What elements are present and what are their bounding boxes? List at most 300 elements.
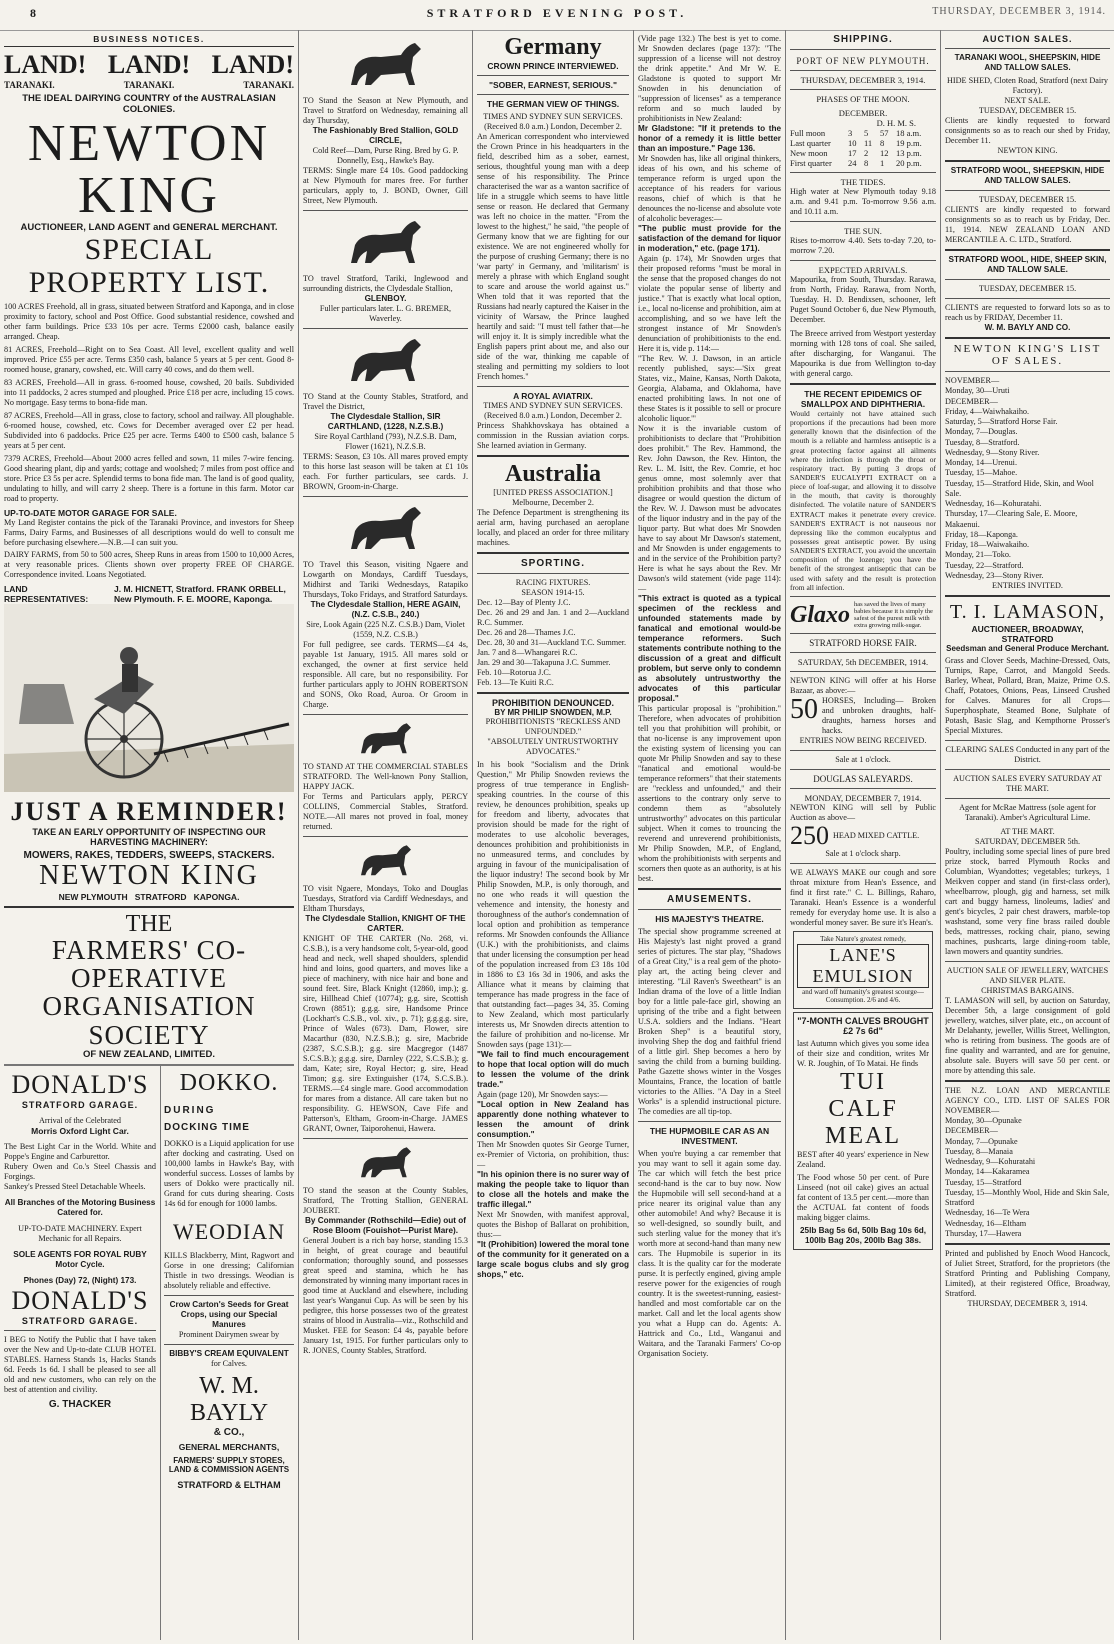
sale-item: Tuesday, 22—Stratford.	[945, 560, 1024, 570]
lanes-top: Take Nature's greatest remedy,	[820, 935, 906, 944]
special-property-list-heading: SPECIAL PROPERTY LIST.	[28, 233, 270, 299]
moon-row	[790, 148, 936, 158]
port-heading: PORT OF NEW PLYMOUTH.	[796, 56, 930, 66]
moon-cell: 3	[848, 128, 853, 138]
newton-king-signature: NEWTON KING.	[997, 146, 1058, 155]
land-banner	[4, 50, 294, 80]
seeds-text: Grass and Clover Seeds, Machine-Dressed, Oats, Turnips, Rape, Carrot, and Mangold Seeds. Barley, Wheat, Pollard, Bran, Maize, Prime O.S. Chaff, Potatoes, Onions, Peas, Linseed Crushed for Calves. Manures for all Crops—Superphosphate, Steamed Bone, Sulphate of Potash, Basic Slag, and Kempthorne Prosser's Special Mixtures.	[945, 656, 1110, 735]
auction-heading: AUCTION SALES.	[982, 34, 1073, 44]
property-listing: 100 ACRES Freehold, all in grass, situated between Stratford and Kaponga, and in close proximity to factory, school and Post Office. Good substantial residence, cowshed and other farm buildings. Price £33 10s per acre. Terms £2000 cash, balance easily arranged. Cheap.	[4, 302, 294, 341]
sober-heading: "SOBER, EARNEST, SERIOUS."	[488, 80, 618, 90]
horse-fair-date: SATURDAY, 5th DECEMBER, 1914.	[797, 657, 929, 668]
article-body: Princess Shahkhovskaya has obtained a commission in the Russian aviation corps. She learned aviation in Germany.	[477, 421, 629, 450]
fixture-item: Dec. 28, 30 and 31—Auckland T.C. Summer.	[477, 638, 627, 647]
poultry-list: Poultry, including some special lines of pure bred prize stock, barred Plymouth Rocks and Columbian, Wyandottes; vegetables; turkeys, 1 Meikven copper and stand (in first-class order), wheelbarrow, plough, gig and harness, set milk cart and buggy harness, linoleums, ladies' and gent's bicycles, 2 pair chest drawers, marble-top washstand, some very fine brass railed double beds, mattresses, rocking chair, piano, sewing machines, pushcarts, large dining-room table, lawn mowers and quantity sundries.	[945, 847, 1110, 956]
farmers-supply: FARMERS' SUPPLY STORES, LAND & COMMISSION AGENTS	[168, 1456, 290, 1474]
shipping-column	[790, 34, 936, 1636]
stallion-name: The Clydesdale Stallion, HERE AGAIN, (N.Z. C.S.B., 240.)	[310, 600, 461, 619]
for-calves: for Calves.	[211, 1359, 247, 1368]
newton-king-advert	[4, 34, 294, 1062]
stallion-pedigree: KNIGHT OF THE CARTER (No. 268, vi. C.S.B.), is a very handsome colt, 5-year-old, good head and neck, well shaped shoulders, splendid hind and loins, good quarters, and moves like a piece of machinery, with nice hair and bone and sound feet. Sire, Black Knight (12860, imp.); g. sire, Hillhead Chief (10774); g.g. sire, Scottish Crown (8851); g.g.g. sire, Handsome Prince (Lockhart's C.S.B., vol. xiv., p. 71); g.g.g.g. sire, Prince of Wales (673). Dam, Flower, sire Macarthur (830, N.Z.S.B.); g. sire, Macbride (2387, S.C.S.B.); g.g. sire Macgregor (1487 S.C.S.B.); g.g.g. sire, Darnley (222, S.C.S.B.); g. dam, Kate; sire, Royal Hector; g. sire, Head Timon; g.g. sire Extinguisher (174, S.C.S.B.). TERMS.—£4 single mare. Good accommodation for mares from a distance. All care taken but no responsibility. G. HEWSON, Cave Fife and Patterson's, Eltham, Groom-in-Charge. JAMES GRANT, Owner, Taiporohenui, Hawera.	[303, 934, 468, 1133]
shipping-heading: SHIPPING.	[833, 34, 893, 45]
horse-icon	[341, 719, 431, 759]
property-listing: 81 ACRES, Freehold—Right on to Sea Coast. All level, excellent quality and well improved. Price £55 per acre. Terms £350 cash, balance 5 years at 5 per cent. Good 8-roomed house, granary, cowshed, etc. Will carry 40 cows, and do them well.	[4, 345, 294, 374]
moon-cell: 18 a.m.	[896, 128, 922, 138]
stallion-breeding: Sire Royal Carthland (793), N.Z.S.B. Dam, Flower (1621), N.Z.S.B.	[314, 432, 457, 451]
dateline: TIMES AND SYDNEY SUN SERVICES. (Received 8.0 a.m.) London, December 2.	[483, 401, 623, 420]
article-body: "The Rev. W. J. Dawson, in an article recently published, says:—'Six great States, viz., Maine, Kansas, North Dakota, Georgia, Alabama, and Oklahoma, have enacted prohibiting laws. In not one of these States is it possible to sell or procure alcoholic liquor.'"	[638, 354, 781, 423]
moon-row	[790, 128, 936, 138]
stallion-name: The Clydesdale Stallion, KNIGHT OF THE CARTER.	[305, 914, 466, 933]
stallion-name: By Commander (Rothschild—Edie) out of Rose Bloom (Fouishot—Purist Mare).	[304, 1216, 467, 1235]
news-column	[477, 34, 629, 1636]
month-label: DECEMBER.	[838, 108, 888, 118]
quote: "In his opinion there is no surer way of making the people take to liquor than to close all the hotels and make the traffic illegal."	[477, 1170, 629, 1209]
nz-loan-heading: THE N.Z. LOAN AND MERCANTILE AGENCY CO., LTD. LIST OF SALES FOR NOVEMBER—	[945, 1086, 1110, 1115]
shipping-date: THURSDAY, DECEMBER 3, 1914.	[800, 75, 926, 85]
article-body: In his book "Socialism and the Drink Question," Mr Philip Snowden reviews the progress of true temperance in English-speaking countries. In the course of this review, he denounces prohibition, speaks up for freedom and liberty, advocates that provision should be made for the right of moderates to use alcoholic beverages, denounces prohibition and prohibitionists in no unmeasured terms, and concludes by arguing in favour of the municipalisation of the liquor industry! The second book by Mr Philip Snowden, M.P., is only thorough, and no one who reads it will question the vehemence and intensity, the honesty and thoroughness of the author's condemnation of local option and prohibition as temperance reforms. Mr Snowden confounds the Alliance (U.K.) with the prohibitionists, and claims that under licensing the consumption per head of the population increased from £3 18s 10d in 1886 to £3 16s 3d in 1906, and asks the Alliance what it means by claiming that temperance has made progress in the face of that outstanding fact—pages 34, 35. Coming to New Zealand, which most particularly interests us, Mr Snowden directs attention to the failure of prohibition and no-license. Mr Snowden says (page 131):—	[477, 760, 629, 1049]
moon-table	[790, 128, 936, 168]
subheading: PROHIBITIONISTS "RECKLESS AND UNFOUNDED."	[485, 717, 621, 736]
meal-title: MEAL	[825, 1122, 901, 1149]
donalds-garage-advert	[4, 1070, 156, 1640]
article-body: The Defence Department is strengthening its aerial arm, having purchased an aeroplane locally, and placed an order for three military machines.	[477, 508, 629, 547]
stratford-wool-heading: STRATFORD WOOL, HIDE, SHEEP SKIN, AND TALLOW SALE.	[948, 255, 1107, 274]
organisation-society-title: ORGANISATION SOCIETY	[42, 991, 256, 1050]
moon-cell: 17	[848, 148, 857, 158]
every-saturday: AUCTION SALES EVERY SATURDAY AT THE MART.	[953, 774, 1102, 793]
during-label: DURING	[164, 1105, 216, 1116]
horse-fair-heading: STRATFORD HORSE FAIR.	[809, 638, 917, 649]
moon-cell: First quarter	[790, 158, 832, 168]
calf-title: CALF	[828, 1095, 898, 1122]
column-rule	[785, 30, 786, 1640]
stallion-intro: TO STAND AT THE COMMERCIAL STABLES STRATFORD. The Well-known Pony Stallion, HAPPY JACK.	[303, 762, 468, 791]
section-rule	[4, 1064, 294, 1066]
entries-text: ENTRIES NOW BEING RECEIVED.	[799, 736, 927, 746]
quote: "It (Prohibition) lowered the moral tone of the community for it generated on a large scale bogus clubs and sly grog shops," etc.	[477, 1240, 629, 1279]
sale-item: Tuesday, 8—Stratford.	[945, 437, 1020, 447]
sale-item: Saturday, 5—Stratford Horse Fair.	[945, 417, 1058, 426]
stallion-intro: TO visit Ngaere, Mondays, Toko and Douglas Tuesdays, Stratford via Cardiff Wednesdays, and Eltham Thursdays,	[303, 884, 468, 913]
sale-item: Friday, 18—Kaponga.	[945, 529, 1018, 539]
horse-icon	[341, 841, 431, 881]
calves-heading: "7-MONTH CALVES BROUGHT £2 7s 6d"	[797, 1015, 929, 1036]
prohibition-continued-column	[638, 34, 781, 1636]
tides-heading: THE TIDES.	[840, 177, 886, 187]
aviatrix-heading: A ROYAL AVIATRIX.	[513, 391, 593, 401]
dokko-advert	[164, 1070, 294, 1640]
moon-cell: 24	[848, 158, 857, 168]
lamason-subtitle: AUCTIONEER, BROADWAY, STRATFORD	[971, 624, 1084, 644]
moon-cell: 19 p.m.	[896, 138, 922, 148]
jewellery-heading: AUCTION SALE OF JEWELLERY, WATCHES AND SILVER PLATE.	[946, 966, 1109, 985]
phone-numbers: Phones (Day) 72, (Night) 173.	[23, 1276, 137, 1285]
arrivals-heading: EXPECTED ARRIVALS.	[818, 265, 908, 275]
land-word: LAND!	[211, 50, 294, 79]
sale-item: Wednesday, 9—Kohuratahi	[945, 1157, 1036, 1166]
harvesting-subheading: TAKE AN EARLY OPPORTUNITY OF INSPECTING OUR HARVESTING MACHINERY:	[32, 827, 266, 847]
sale-item: Tuesday, 15—Monthly Wool, Hide and Skin Sale, Stratford	[945, 1187, 1110, 1207]
sale-item: Wednesday, 23—Stony River.	[945, 570, 1044, 580]
up-to-date-machinery: UP-TO-DATE MACHINERY. Expert Mechanic for all Repairs.	[18, 1224, 142, 1243]
sale-date: TUESDAY, DECEMBER 15.	[978, 195, 1077, 204]
successors-line	[4, 1060, 294, 1062]
motor-garage-heading: UP-TO-DATE MOTOR GARAGE FOR SALE.	[4, 508, 177, 518]
best-text: BEST after 40 years' experience in New Zealand.	[797, 1149, 929, 1169]
best-light-car: The Best Light Car in the World. White and Poppe's Engine and Carburettor.	[4, 1142, 156, 1161]
sale-item: NOVEMBER—	[945, 376, 1000, 385]
column-rule	[298, 30, 299, 1640]
moon-cell: 8	[864, 158, 869, 168]
horse-icon	[341, 1143, 431, 1183]
general-merchants: GENERAL MERCHANTS,	[178, 1442, 280, 1452]
crow-carton-seeds: Crow Carton's Seeds for Great Crops, using our Special Manures	[169, 1300, 289, 1329]
farmers-cooperative-title: FARMERS' CO-OPERATIVE	[51, 934, 247, 994]
stallion-description: General Joubert is a rich bay horse, standing 15.3 in height, of great courage and beautiful conformation; thoroughly sound, and possesses great speed and stamina, which he has demonstrated by winning many important races in good time at Auckland and elsewhere, including last year's Wanganui Cup. As will be seen by his pedigree, this horse possesses two of the greatest strains of blood in Australia—viz., Rothschild and Musket. FEE for Season: £4 4s, payable before January 1st, 1915. For further particulars only to R. JONES, County Stables, Stratford.	[303, 1236, 468, 1355]
imprint: Printed and published by Enoch Wood Hancock, of Juliet Street, Stratford, for the proprietors (the Stratford Printing and Publishing Company, Limited), at their registered Office, Broadway, Stratford.	[945, 1249, 1110, 1298]
donalds-title: DONALD'S	[11, 1070, 149, 1099]
moon-cell: 2	[864, 148, 869, 158]
sale-item: DECEMBER—	[945, 1126, 998, 1136]
taranaki-wool-heading: TARANAKI WOOL, SHEEPSKIN, HIDE AND TALLOW SALES.	[954, 53, 1101, 72]
heans-essence: WE ALWAYS MAKE our cough and sore throat mixture from Hean's Essence, and find it first rate." C. L. Billings, Raharo, Taranaki. Hean's Essence is a wonderful remedy for everyday home use. It is also a wonderful money saver. Be sure it's Hean's.	[790, 868, 936, 928]
fixture-item: Jan. 7 and 8—Whangarei R.C.	[477, 648, 578, 657]
stallion-name: GLENBOY.	[364, 294, 407, 303]
sale-item: Monday, 14—Kakaramea	[945, 1167, 1030, 1177]
auction-sales-column	[945, 34, 1110, 1636]
sale-item: Tuesday, 15—Stratford Hide, Skin, and Wool Sale.	[945, 478, 1094, 498]
land-register-text: My Land Register contains the pick of the Taranaki Province, and investors for Sheep Farms, Dairy Farms, and Businesses of all descriptions would do well to consult me before purchasing elsewhere.—N.B.—I can suit you.	[4, 518, 294, 547]
bayly-title: W. M. BAYLY	[189, 1373, 269, 1426]
stallion-breeding: Cold Reef—Dam, Purse Ring. Bred by G. P. Donnelly, Esq., Hawke's Bay.	[312, 146, 459, 165]
moon-cell: Last quarter	[790, 138, 831, 148]
moon-cell: 20 p.m.	[896, 158, 922, 168]
machinery-list: MOWERS, RAKES, TEDDERS, SWEEPS, STACKERS.	[23, 850, 275, 861]
lanes-emulsion-advert	[793, 931, 933, 1009]
issue-date: THURSDAY, DECEMBER 3, 1914.	[932, 6, 1106, 17]
hupmobile-heading: THE HUPMOBILE CAR AS AN INVESTMENT.	[649, 1126, 770, 1146]
douglas-text: NEWTON KING will sell by Public Auction as above—	[790, 803, 936, 823]
quote: "We fail to find much encouragement to hope that local option will do much to lessen the volume of the drink trade."	[477, 1050, 629, 1089]
seedsman-line: Seedsman and General Produce Merchant.	[946, 644, 1109, 653]
business-notices-heading: BUSINESS NOTICES.	[4, 34, 294, 47]
newspaper-title: STRATFORD EVENING POST.	[426, 6, 688, 20]
docking-time: DOCKING TIME	[164, 1122, 250, 1133]
crown-prince-heading: CROWN PRINCE INTERVIEWED.	[487, 61, 619, 71]
column-rule	[633, 30, 634, 1640]
article-body: The special show programme screened at His Majesty's last night proved a grand series of pictures. The star play, "Shadows of a Great City," is a real gem of the photo-play art, the acting being clever and interesting. "Lil Raven's Sweetheart" is an Indian drama of the love of a little Indian boy for a little pale-face girl, showing an uprising of the tribe and a fight between U.S.A. soldiers and the Indians. "Heart Broken Shep" is a beautiful story, involving Shep the dog and faithful friend of a little girl. Shep becomes a hero by saving the child from a burning building. Pathe Gazette shows winter in the Vosges Mountains, France, the location of battle victories to the Allies. "A Day in a Steel Works" is a splendid instructional picture. The comedies are all tip-top.	[638, 927, 781, 1116]
douglas-date: MONDAY, DECEMBER 7, 1914.	[804, 793, 922, 804]
clients-text: CLIENTS are requested to forward lots so as to reach us by FRIDAY, December 11.	[945, 303, 1110, 322]
prohibition-heading: PROHIBITION DENOUNCED.	[491, 698, 614, 708]
lanes-bottom: and ward off humanity's greatest scourge—Consumption. 2/6 and 4/6.	[802, 987, 924, 1005]
calves-text: last Autumn which gives you some idea of their size and condition, writes Mr W. R. Joughin, of To Matai. He finds	[797, 1038, 929, 1068]
moon-cell: 12	[880, 148, 889, 158]
article-body: Now it is the invariable custom of prohibitionists to declare that "Prohibition does prohibit." The Rev. Hammond, the Rev. John Dawson, the Rev. Hinton, the Rev. L. M. Isitt, the Rev. Comrie, et hoc genus omne, most solemnly aver that prohibition prohibits and that those who disagree or would question the dictum of the Rev. W. J. Dawson must be advocates of the liquor industry and in the pay of the liquor party. But what does Mr Snowden have to say about Mr Dawson's statement, and Mr Snowden is under engagements to and in the service of the Prohibition party? Here is what he says about the Rev. Mr Dawson's wild statement (vide page 114):—	[638, 424, 781, 593]
fixture-item: Dec. 26 and 29 and Jan. 1 and 2—Auckland R.C. Summer.	[477, 608, 629, 627]
sale-item: Thursday, 17—Hawera	[945, 1228, 1022, 1238]
clients-text: Clients are kindly requested to forward consignments so as to reach our shed by Friday, December 11.	[945, 116, 1110, 145]
donalds-title-2: DONALD'S	[11, 1286, 149, 1315]
newton-king-title: NEWTON KING	[27, 115, 271, 224]
sale-item: Monday, 7—Opunake	[945, 1136, 1018, 1146]
sankey-wheels: Sankey's Pressed Steel Detachable Wheels.	[4, 1182, 146, 1191]
sale-item: Wednesday, 16—Eltham	[945, 1218, 1027, 1228]
fixture-item: Dec. 26 and 28—Thames J.C.	[477, 628, 576, 637]
german-view-heading: THE GERMAN VIEW OF THINGS.	[486, 99, 620, 109]
lamason-title: T. I. LAMASON,	[949, 601, 1106, 623]
cattle-block	[790, 823, 936, 849]
sale-item: Monday, 30—Uruti	[945, 386, 1010, 396]
sale-time: Sale at 1 o'clock sharp.	[825, 849, 901, 859]
moon-phases-heading: PHASES OF THE MOON.	[816, 94, 910, 104]
racing-fixtures-heading: RACING FIXTURES.	[515, 578, 591, 587]
sale-item: Wednesday, 9—Stony River.	[945, 447, 1040, 457]
tides-text: High water at New Plymouth today 9.18 a.m. and 9.41 p.m. To-morrow 9.56 a.m. and 10.11 a.m.	[790, 187, 936, 216]
moon-cell: 13 p.m.	[896, 148, 922, 158]
stallion-name: The Clydesdale Stallion, SIR CARTHLAND, (1228, N.Z.S.B.)	[327, 412, 444, 431]
prices: 25lb Bag 5s 6d, 50lb Bag 10s 6d, 100lb Bag 20s, 200lb Bag 38s.	[799, 1225, 927, 1245]
article-body: This particular proposal is "prohibition." Therefore, when advocates of prohibition tell you that prohibition will prohibit, or that no-license is any improvement upon the existing system of licensing you can quote Mr Philip Snowden and say to these "fanatical and emotional would-be temperance reformers" that their statements are "reckless and unfounded," and their assertions to the contrary only serve to condemn them as "absolutely untrustworthy" advocates on this particular subject. When it comes to trouncing the reverend and unreverend prohibitionists, Mr Philip Snowden, M.P., of England, whom the prohibitionists with serpents and scorners then quote as an authority, is at his best.	[638, 704, 781, 883]
horse-icon	[341, 501, 431, 557]
land-word: LAND!	[107, 50, 191, 79]
sale-item: Tuesday, 8—Manaia	[945, 1146, 1013, 1156]
column-rule	[472, 30, 473, 1640]
mowing-machine-illustration	[4, 604, 294, 792]
nz-loan-list	[945, 1116, 1110, 1239]
moon-cell: 8	[880, 138, 885, 148]
stallion-intro: TO stand the season at the County Stables, Stratford, The Trotting Stallion, GENERAL JOUBERT.	[303, 1186, 468, 1215]
sun-heading: THE SUN.	[844, 226, 882, 236]
quote: "The public must provide for the satisfaction of the demand for liquor in moderation," etc. (page 171).	[638, 224, 781, 253]
arrival-text: Arrival of the Celebrated	[38, 1116, 122, 1125]
moon-row	[790, 158, 936, 168]
sale-date: TUESDAY, DECEMBER 15.	[978, 284, 1077, 293]
sale-item: Monday, 7—Douglas.	[945, 427, 1018, 437]
fixture-item: Jan. 29 and 30—Takapuna J.C. Summer.	[477, 658, 611, 667]
fixture-item: Feb. 10—Rotorua J.C.	[477, 668, 551, 677]
mart-date: SATURDAY, DECEMBER 5th.	[974, 837, 1081, 846]
land-reps-names: J. M. HICNETT, Stratford. FRANK ORBELL, New Plymouth. F. E. MOORE, Kaponga.	[114, 584, 286, 604]
stallions-column	[303, 34, 468, 1636]
property-listing: 83 ACRES, Freehold—All in grass. 6-roomed house, cowshed, 20 bails. Subdivided into 11 paddocks, 2 acres stumped and ploughed. Price £18 per acre, including 15 cows. No mortgage. Easy terms to bona-fide man.	[4, 378, 294, 407]
stallion-breeding: Sire, Look Again (225 N.Z. C.S.B.) Dam, Violet (1559, N.Z. C.S.B.)	[306, 620, 465, 639]
stallion-terms: For full pedigree, see cards. TERMS—£4 4s, payable 1st January, 1915. All mares sold or exchanged, the owner at first service held responsible. All care, but no responsibility. For further particulars apply to JOHN ROBERTSON and SONS, Oko Road, Auroa. Or Groom in Charge.	[303, 640, 468, 709]
all-branches: All Branches of the Motoring Business Catered for.	[4, 1198, 156, 1217]
stallion-intro: TO Stand the Season at New Plymouth, and Travel to Stratford on Wednesday, remaining all day Thursday,	[303, 96, 468, 125]
glaxo-advert	[790, 601, 936, 630]
dateline: TIMES AND SYDNEY SUN SERVICES. (Received 8.0 a.m.) London, December 2.	[483, 112, 623, 131]
theatre-heading: HIS MAJESTY'S THEATRE.	[655, 914, 764, 924]
taranaki-word: TARANAKI.	[4, 80, 55, 90]
taranaki-word: TARANAKI.	[243, 80, 294, 90]
next-sale: NEXT SALE.	[1004, 96, 1051, 105]
subheading: "ABSOLUTELY UNTRUSTWORTHY ADVOCATES."	[487, 737, 619, 756]
sale-item: Tuesday, 15—Mahoe.	[945, 468, 1018, 478]
season-label: SEASON 1914-15.	[521, 588, 585, 597]
quote: "This extract is quoted as a typical specimen of the reckless and unfounded statements made by fanatical and emotional would-be temperance reformers. Such statements contribute nothing to the discussion of a great and difficult problem, but serve only to condemn as absolutely untrustworthy the advocates of this particular proposal."	[638, 594, 781, 703]
stallion-terms: Fuller particulars later. L. G. BREMER, Waverley.	[319, 304, 452, 323]
food-text: The Food whose 50 per cent. of Pure Linseed (not oil cake) gives an actual fat content of 13.5 per cent.—more than the ACTUAL fat content of foods making bigger claims.	[797, 1172, 929, 1222]
stallion-intro: TO Travel this Season, visiting Ngaere and Lowgarth on Mondays, Cardiff Tuesdays, Midhirst and Tariki Wednesdays, Ratapiko Thursdays, Toko Fridays, and Stratford Saturdays.	[303, 560, 468, 599]
article-body: Next Mr Snowden, with manifest approval, quotes the Bishop of Ballarat on prohibition, thus:—	[477, 1210, 629, 1239]
sale-item: DECEMBER—	[945, 396, 998, 406]
arrivals-text: Mapourika, from South, Thursday. Rarawa, from North, Friday. Rarawa, from North, Tuesday. H. D. Bendixsen, schooner, left Puget Sound October 6, due New Plymouth, December.	[790, 275, 936, 324]
sale-time: Sale at 1 o'clock.	[835, 755, 891, 765]
entries-invited: ENTRIES INVITED.	[992, 581, 1063, 590]
column-rule	[940, 30, 941, 1640]
stratford-wool-heading: STRATFORD WOOL, SHEEPSKIN, HIDE AND TALLOW SALES.	[950, 166, 1105, 185]
sale-item: Monday, 14—Urenui.	[945, 458, 1018, 467]
masthead	[0, 0, 1114, 31]
bayly-co: & CO.,	[213, 1427, 245, 1438]
bibby-cream: BIBBY'S CREAM EQUIVALENT	[169, 1349, 289, 1358]
glaxo-logo: Glaxo	[790, 601, 850, 628]
article-body: Again (page 120), Mr Snowden says:—	[477, 1090, 608, 1099]
tui-title: TUI	[840, 1068, 886, 1095]
moon-cell: 11	[864, 138, 873, 148]
stallion-intro: TO travel Stratford, Tariki, Inglewood and surrounding districts, the Clydesdale Stallion,	[303, 274, 468, 293]
sale-item: Monday, 30—Opunake	[945, 1116, 1022, 1125]
sporting-heading: SPORTING.	[520, 558, 585, 569]
germany-heading: Germany	[504, 34, 602, 60]
moon-cell: Full moon	[790, 128, 826, 138]
sale-item: Monday, 21—Toko.	[945, 550, 1011, 560]
stallion-terms: TERMS: Single mare £4 10s. Good paddocking at New Plymouth for mares free. For further particulars, apply to, J. BOND, Owner, Gill Street, New Plymouth.	[303, 166, 468, 205]
land-word: LAND!	[4, 50, 87, 79]
prominent-dairymen: Prominent Dairymen swear by	[178, 1330, 280, 1339]
moon-cell: New moon	[790, 148, 828, 158]
article-body: (Vide page 132.) The best is yet to come. Mr Snowden declares (page 137): "The suppression of a license will not destroy the drink appetite." And Mr W. E. Gladstone is quoted to support Mr Snowden in his denunciation of "suppression of licenses" as a temperance reform and so much lauded by prohibitionists in New Zealand:	[638, 34, 781, 123]
dokko-title: DOKKO.	[179, 1070, 279, 1096]
footer-date: THURSDAY, DECEMBER 3, 1914.	[967, 1299, 1088, 1308]
quote: "Local option in New Zealand has apparently done nothing whatever to lessen the amount of drink consumption."	[477, 1100, 629, 1139]
glaxo-tagline: has saved the lives of many babies because it is simply the safest of the purest milk with extra growing milk-sugar.	[854, 600, 933, 630]
article-body: Again (p. 174), Mr Snowden urges that their proposed reforms "must be moral in the sense that the proposed changes do not violate the popular sense of liberty and justice." That is exactly what local option, i.e., local no-license and prohibition, aim at accomplishing, and so we have left the strongest instance of Mr Snowden's denunciation of prohibitionists to the end. Here it is, vide p. 114:—	[638, 254, 781, 353]
moon-cell: 1	[880, 158, 885, 168]
article-body: An American correspondent who interviewed the Crown Prince in his headquarters in the field, described him as a sober, earnest, serious, thoughtful young man with a deep sense of his responsibility. The Prince characterised the war as a wanton sacrifice of life in a struggle which seems to have little sense or reason. He declared that Germany was left no choice in the matter. "From the lowest to the highest," he said, "the people of Germany know that we are fighting for our existence. We are not engineered wholly for the purpose of crushing Germany; there is no 'war party' in Germany, and 'militarism' is merely a phrase with which England sought to scare and arouse the world against us." When told that it was reported that the Russians had nearly captured the Kaiser in the vicinity of Warsaw, the Prince laughed heartily and said: "I must tell father that—he will enjoy it. It is simply incredible what the English papers print about me, and also our side of the war, thinking me capable of stealing and permitting my soldiers to loot French homes."	[477, 132, 629, 381]
jewellery-text: T. LAMASON will sell, by auction on Saturday, December 5th, a large consignment of gold jewellery, watches, silver plate, etc., on account of Mr Delahanty, jeweller, Willis Street, Wellington, who is retiring from business. The goods are of fine quality and warranted, and are for genuine, absolute sale. Buyers will save 50 per cent. or more by attending this sale.	[945, 996, 1110, 1075]
sole-agents: SOLE AGENTS FOR ROYAL RUBY Motor Cycle.	[13, 1250, 147, 1269]
reminder-heading: JUST A REMINDER!	[10, 797, 288, 826]
branch-places: NEW PLYMOUTH STRATFORD KAPONGA.	[58, 891, 240, 902]
fixture-item: Feb. 13—Te Kuiti R.C.	[477, 678, 554, 687]
tui-calf-meal-advert	[793, 1012, 933, 1250]
property-listings	[4, 302, 294, 504]
rubery-owen: Rubery Owen and Co.'s Steel Chassis and Forgings.	[4, 1162, 156, 1181]
dokko-text: DOKKO is a Liquid application for use after docking and castrating. Used on 100,000 lambs in Hawke's Bay, with wonderful success. Losses of lambs by users of Dokko were practically nil. Grand for cuts during shearing. Costs 14s 6d for enough for 1000 lambs.	[164, 1139, 294, 1208]
hide-shed: HIDE SHED, Cloten Road, Stratford (next Dairy Factory).	[947, 76, 1108, 95]
sale-item: Tuesday, 15—Stratford	[945, 1177, 1022, 1187]
taranaki-word: TARANAKI.	[123, 80, 175, 90]
dateline: [UNITED PRESS ASSOCIATION.] Melbourne, December 2.	[493, 488, 613, 507]
property-listing: 7379 ACRES, Freehold—About 2000 acres felled and sown, 11 miles 7-wire fencing. Good shearing plant, dip and yards; cottage and woolshed; 7 miles from post office and store. Price £3 5s per acre. Splendid terms to bona fide man. The land is of good quality, undulating to hilly, and will carry 2 sheep. There is a fortune in this farm. Motor car road to property.	[4, 454, 294, 503]
newton-king-title-2: NEWTON KING	[39, 860, 259, 891]
horse-count: 50	[790, 694, 818, 726]
quote: Mr Gladstone: "If it pretends to the honor of a remedy it is little better than an imposture." Page 136.	[638, 124, 781, 153]
fixtures-list	[477, 598, 629, 688]
article-body: Mr Snowden has, like all original thinkers, ideas of his own, and his scheme of temperance reform is urged upon the acceptance of his readers for various reasons, chief of which is that he denounces the no-license and absolute vote of alcoholic beverages:—	[638, 154, 781, 223]
sale-item: Wednesday, 16—Kohuratahi.	[945, 499, 1042, 508]
article-body: When you're buying a car remember that you may want to sell it again some day. The car which will fetch the best price second-hand is the car to buy now. Now the Hupmobile will sell second-hand at a price nearer its original value than any other automobile! And why? Because it is so well-designed, so soundly built, and such sterling value for the money that it's worth more at second-hand than many new cars. The Hupmobile is superior in its class. It is the quality car for the moderate purse. It is perfectly engined, giving ample reserve power for the exigencies of rough country. It is the sweetest-running, easiest-handled and most comfortable car on the market. Call and let the local agents show you what a Hupp can do. Agents: A. Hattrick and Co., Ltd., Wanganui and Waitara, and the Taranaki Farmers' Co-op Organisation Society.	[638, 1149, 781, 1358]
moon-cell: 5	[864, 128, 869, 138]
horse-fair-text: NEWTON KING will offer at his Horse Bazaar, as above:—	[790, 676, 936, 696]
column-rule	[160, 1066, 161, 1640]
at-the-mart: AT THE MART.	[1000, 827, 1055, 836]
sale-date: TUESDAY, DECEMBER 15.	[978, 106, 1077, 115]
horses-text: HORSES, Including— Broken and unbroken draughts, half-draughts, harness horses and hacks.	[822, 696, 936, 736]
thacker-signature: G. THACKER	[48, 1399, 112, 1410]
land-reps-label: LAND REPRESENTATIVES:	[4, 584, 89, 604]
moon-row	[790, 138, 936, 148]
stratford-eltham: STRATFORD & ELTHAM	[177, 1480, 281, 1490]
moon-cell: 10	[848, 138, 857, 148]
mattress-agent: Agent for McRae Mattress (sole agent for Taranaki). Amber's Agricultural Lime.	[959, 803, 1096, 822]
sale-item: Friday, 18—Waiwakaiho.	[945, 540, 1030, 549]
bayly-signature: W. M. BAYLY AND CO.	[984, 323, 1071, 332]
byline: BY MR PHILIP SNOWDEN, M.P.	[494, 708, 612, 717]
newton-kings-list-heading: NEWTON KING'S LIST OF SALES.	[953, 343, 1102, 367]
clearing-sales: CLEARING SALES Conducted in any part of the District.	[945, 745, 1110, 764]
cattle-count: 250	[790, 821, 829, 851]
land-representatives	[4, 584, 294, 604]
australia-heading: Australia	[505, 461, 601, 487]
breece-text: The Breece arrived from Westport yesterday morning with 128 tons of coal. She sailed, after discharging, for Wanganui. The Mapourika is due from Wellington to-day with general cargo.	[790, 329, 936, 378]
morris-oxford: Morris Oxford Light Car.	[31, 1126, 129, 1136]
stallion-terms: For Terms and Particulars apply, PERCY COLLINS, Commercial Stables, Stratford. NOTE.—All mares not proved in foal, money returned.	[303, 792, 468, 831]
article-body: Then Mr Snowden quotes Sir George Turner, ex-Premier of Victoria, on prohibition, thus:—	[477, 1140, 629, 1169]
ideal-dairying-heading: THE IDEAL DAIRYING COUNTRY of the AUSTRALASIAN COLONIES.	[22, 93, 276, 115]
horse-icon	[341, 37, 431, 93]
horse-icon	[341, 215, 431, 271]
stallion-name: The Fashionably Bred Stallion, GOLD CIRCLE,	[312, 126, 459, 145]
cattle-text: HEAD MIXED CATTLE.	[833, 831, 920, 841]
sale-item: Friday, 4—Waiwhakaiho.	[945, 406, 1030, 416]
taranaki-banner	[4, 80, 294, 90]
stratford-garage-2: STRATFORD GARAGE.	[21, 1316, 139, 1326]
stallion-intro: TO Stand at the County Stables, Stratford, and Travel the District,	[303, 392, 468, 411]
horses-block	[790, 696, 936, 736]
stallion-terms: TERMS: Season, £3 10s. All mares proved empty to this horse last season will be taken at £1 10s each. For further particulars, see cards. J. BROWN, Groom-in-Charge.	[303, 452, 468, 491]
fixture-item: Dec. 12—Bay of Plenty J.C.	[477, 598, 571, 607]
property-listing: 87 ACRES, Freehold—All in grass, close to factory, school and railway. All ploughable. 6-roomed house, cowshed, etc. Cows for December averaged over £2 per head. Subdivided into 6 paddocks. Price £25 per acre. Terms £400 to £500 cash, balance 5 years at 5 per cent.	[4, 411, 294, 450]
weodian-title: WEODIAN	[172, 1219, 286, 1244]
stratford-garage: STRATFORD GARAGE.	[21, 1100, 139, 1110]
christmas-bargains: CHRISTMAS BARGAINS.	[981, 986, 1074, 995]
dairy-farms-text: DAIRY FARMS, from 50 to 500 acres, Sheep Runs in areas from 1500 to 10,000 Acres, at very reasonable prices. Clients shown over property FREE OF CHARGE. Correspondence invited. Loans Negotiated.	[4, 550, 294, 579]
sale-item: Thursday, 17—Clearing Sale, E. Moore, Makaenui.	[945, 509, 1078, 529]
douglas-heading: DOUGLAS SALEYARDS.	[813, 774, 913, 785]
sale-item: Wednesday, 16—Te Wera	[945, 1208, 1030, 1218]
the-word: THE	[125, 910, 173, 937]
club-hotel-notice: I BEG to Notify the Public that I have taken over the New and Up-to-date CLUB HOTEL STABLES. Harness Stands 1s, Hacks Stands 6d. Feeds 1s 6d. I shall be pleased to see all old and new customers, who can rely on the best of attention and civility.	[4, 1335, 156, 1394]
nz-limited: OF NEW ZEALAND, LIMITED.	[83, 1049, 215, 1061]
weodian-text: KILLS Blackberry, Mint, Ragwort and Gorse in one dressing; Californian Thistle in two dressings. Weodian is absolutely reliable and effective.	[164, 1251, 294, 1290]
lanes-title: LANE'S EMULSION	[797, 944, 929, 988]
auctioneer-subtitle: AUCTIONEER, LAND AGENT and GENERAL MERCHANT.	[20, 222, 278, 233]
epidemics-text: Would certainly not have attained such proportions if the precautions had been more generally known that the disinfection of the mouth is a reliable and harmless antiseptic is a great protecting factor against all ailments where the infection is through the throat or respiratory tract. By putting 3 drops of SANDER'S EUCALYPTI EXTRACT on a piece of loaf-sugar, and allowing it to dissolve in the mouth, that cavity is thoroughly disinfected. The volatile nature of SANDER'S EXTRACT makes it penetrate every crevice. SANDER'S EXTRACT is not nauseous nor depressing like the common eucalyptus and possesses great antiseptic power. By using SANDER'S EXTRACT, you avoid the uncertain composition of the lozenge; you have the benefit of the strongest antiseptic that can be used with safety and the result is protection from all infection.	[790, 409, 936, 592]
sales-list	[945, 376, 1110, 581]
page-number: 8	[30, 6, 36, 20]
epidemics-heading: THE RECENT EPIDEMICS OF SMALLPOX AND DIPHTHERIA.	[800, 389, 926, 409]
sun-text: Rises to-morrow 4.40. Sets to-day 7.20, to-morrow 7.20.	[790, 236, 936, 255]
amusements-heading: AMUSEMENTS.	[667, 894, 752, 905]
clients-text: CLIENTS are kindly requested to forward consignments so as to reach us by Friday, Dec. 11, 1914. NEW ZEALAND LOAN AND MERCANTILE A. C. LTD., Stratford.	[945, 205, 1110, 244]
horse-icon	[341, 333, 431, 389]
moon-cell: 57	[880, 128, 889, 138]
moon-columns: D. H. M. S.	[876, 118, 916, 128]
